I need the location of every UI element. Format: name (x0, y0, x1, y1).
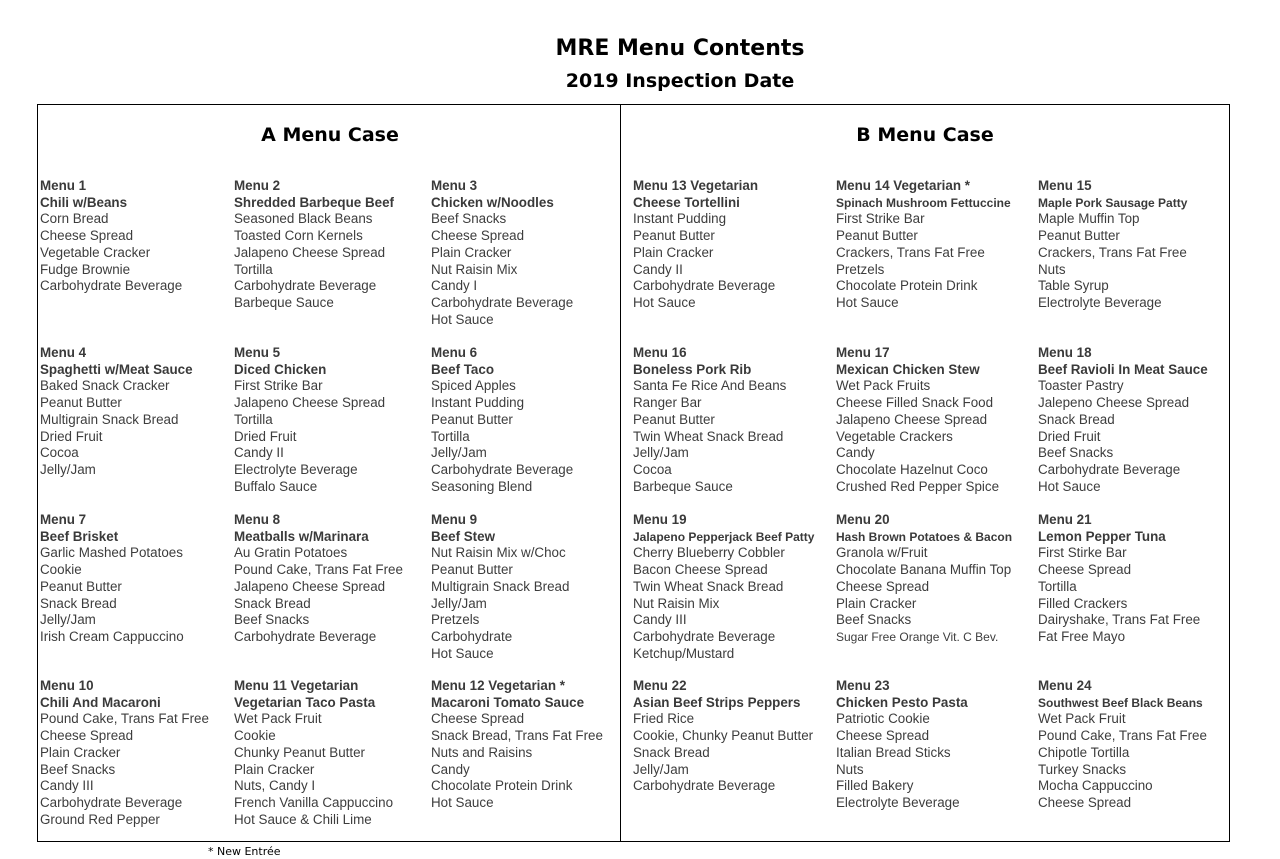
menu-item: Candy III (40, 778, 94, 794)
menu-number: Menu 16 (633, 345, 687, 360)
menu-item: Dairyshake, Trans Fat Free (1038, 612, 1201, 628)
menu-item: Candy III (633, 612, 687, 628)
menu-item: Table Syrup (1038, 278, 1109, 294)
menu-item: Pound Cake, Trans Fat Free (234, 562, 403, 578)
menu-number: Menu 23 (836, 678, 890, 693)
menu-number: Menu 12 Vegetarian * (431, 678, 565, 693)
menu-entree: Asian Beef Strips Peppers (633, 694, 801, 710)
menu-block (40, 678, 209, 828)
menu-item: Sugar Free Orange Vit. C Bev. (836, 629, 999, 644)
menu-item: Toaster Pastry (1038, 378, 1124, 394)
menu-item: Cookie (234, 728, 276, 744)
menu-entree: Beef Stew (431, 528, 495, 544)
menu-item: Filled Crackers (1038, 595, 1128, 611)
menu-item: Cookie (40, 562, 82, 578)
menu-item: Peanut Butter (40, 578, 122, 594)
menu-number: Menu 15 (1038, 178, 1092, 193)
menu-item: Dried Fruit (1038, 428, 1101, 444)
menu-block (431, 678, 603, 812)
menu-item: Hot Sauce (431, 645, 494, 661)
menu-item: Filled Bakery (836, 778, 914, 794)
menu-item: Wet Pack Fruit (1038, 711, 1126, 727)
menu-entree: Beef Brisket (40, 528, 119, 544)
menu-item: Dried Fruit (40, 428, 103, 444)
menu-item: Nuts, Candy I (234, 778, 316, 794)
menu-entree: Southwest Beef Black Beans (1038, 695, 1203, 710)
menu-item: Snack Bread (1038, 411, 1115, 427)
menu-block (1038, 178, 1187, 312)
menu-item: Bacon Cheese Spread (633, 562, 768, 578)
menu-item: Plain Cracker (836, 595, 917, 611)
menu-item: First Strike Bar (234, 378, 323, 394)
menu-entree: Vegetarian Taco Pasta (234, 694, 376, 710)
menu-item: Carbohydrate Beverage (431, 294, 574, 310)
menu-item: Jelly/Jam (633, 761, 689, 777)
menu-item: Chocolate Protein Drink (431, 778, 573, 794)
menu-item: Pretzels (431, 612, 480, 628)
menu-item: Turkey Snacks (1038, 761, 1127, 777)
menu-item: Plain Cracker (234, 761, 315, 777)
menu-item: Chocolate Banana Muffin Top (836, 562, 1012, 578)
menu-item: Cheese Spread (40, 228, 134, 244)
menu-item: Mocha Cappuccino (1038, 778, 1153, 794)
menu-block (431, 178, 573, 328)
menu-item: Spiced Apples (431, 378, 516, 394)
menu-item: Nut Raisin Mix w/Choc (431, 545, 566, 561)
menu-item: Barbeque Sauce (234, 294, 334, 310)
menu-item: Granola w/Fruit (836, 545, 928, 561)
menu-item: Twin Wheat Snack Bread (633, 578, 784, 594)
menu-entree: Beef Taco (431, 361, 495, 377)
menu-item: Hot Sauce (1038, 478, 1101, 494)
menu-number: Menu 1 (40, 178, 87, 193)
menu-item: Carbohydrate Beverage (633, 778, 776, 794)
menu-item: Baked Snack Cracker (40, 378, 170, 394)
menu-item: Cheese Spread (1038, 794, 1132, 810)
menu-item: First Stirke Bar (1038, 545, 1127, 561)
menu-item: Peanut Butter (1038, 228, 1120, 244)
menu-item: Nuts (1038, 261, 1066, 277)
menu-block (40, 512, 184, 646)
menu-entree: Mexican Chicken Stew (836, 361, 980, 377)
case-title-b: B Menu Case (856, 124, 994, 146)
menu-entree: Chicken w/Noodles (431, 194, 554, 210)
menu-item: Au Gratin Potatoes (234, 545, 348, 561)
menu-item: Instant Pudding (633, 211, 727, 227)
menu-item: Peanut Butter (633, 411, 715, 427)
menu-item: Ketchup/Mustard (633, 645, 735, 661)
menu-item: Fried Rice (633, 711, 695, 727)
menu-number: Menu 6 (431, 345, 478, 360)
menu-item: Carbohydrate Beverage (40, 794, 183, 810)
menu-item: Peanut Butter (633, 228, 715, 244)
menu-item: Peanut Butter (431, 411, 513, 427)
menu-item: Plain Cracker (431, 244, 512, 260)
menu-item: Cheese Filled Snack Food (836, 395, 994, 411)
menu-item: Carbohydrate Beverage (431, 461, 574, 477)
menu-number: Menu 5 (234, 345, 281, 360)
menu-item: Snack Bread (633, 744, 710, 760)
menu-item: Cocoa (633, 461, 672, 477)
menu-number: Menu 24 (1038, 678, 1092, 693)
menu-entree: Jalapeno Pepperjack Beef Patty (633, 529, 815, 544)
menu-item: Nuts (836, 761, 864, 777)
menu-item: Wet Pack Fruit (234, 711, 322, 727)
menu-block (234, 512, 403, 646)
menu-entree: Hash Brown Potatoes & Bacon (836, 529, 1013, 544)
menu-item: Cheese Spread (40, 728, 134, 744)
menu-item: Beef Snacks (1038, 445, 1114, 461)
menu-entree: Lemon Pepper Tuna (1038, 528, 1166, 544)
menu-number: Menu 3 (431, 178, 478, 193)
menu-entree: Cheese Tortellini (633, 194, 740, 210)
menu-item: Carbohydrate Beverage (234, 628, 377, 644)
menu-number: Menu 4 (40, 345, 87, 360)
menu-item: Cherry Blueberry Cobbler (633, 545, 785, 561)
menu-item: Cheese Spread (431, 711, 525, 727)
menu-number: Menu 11 Vegetarian (234, 678, 359, 693)
menu-item: Nut Raisin Mix (633, 595, 720, 611)
menu-number: Menu 14 Vegetarian * (836, 178, 970, 193)
menu-item: Electrolyte Beverage (234, 461, 358, 477)
menu-item: Cocoa (40, 445, 79, 461)
menu-block (234, 178, 394, 312)
menu-item: Peanut Butter (836, 228, 918, 244)
menu-block (633, 178, 775, 312)
menu-item: Jelly/Jam (633, 445, 689, 461)
menu-block (1038, 512, 1200, 646)
menu-item: Jalapeno Cheese Spread (234, 395, 386, 411)
menu-entree: Diced Chicken (234, 361, 327, 377)
menu-entree: Macaroni Tomato Sauce (431, 694, 585, 710)
menu-item: Plain Cracker (633, 244, 714, 260)
menu-item: Jelly/Jam (431, 595, 487, 611)
menu-item: Peanut Butter (40, 395, 122, 411)
menu-item: Fat Free Mayo (1038, 628, 1126, 644)
menu-entree: Maple Pork Sausage Patty (1038, 195, 1188, 210)
menu-item: Hot Sauce (836, 294, 899, 310)
menu-block (633, 512, 814, 662)
menu-block (836, 345, 999, 495)
menu-item: Corn Bread (40, 211, 109, 227)
menu-number: Menu 9 (431, 512, 478, 527)
menu-item: Twin Wheat Snack Bread (633, 428, 784, 444)
menu-item: Cheese Spread (836, 728, 930, 744)
menu-item: Santa Fe Rice And Beans (633, 378, 787, 394)
menu-item: Jalapeno Cheese Spread (234, 244, 386, 260)
menu-item: Toasted Corn Kernels (234, 228, 363, 244)
menu-item: Candy (431, 761, 470, 777)
menu-item: Candy (836, 445, 875, 461)
menu-block (431, 512, 569, 662)
menu-item: Carbohydrate Beverage (1038, 461, 1181, 477)
menu-item: Cookie, Chunky Peanut Butter (633, 728, 814, 744)
menu-item: Beef Snacks (836, 612, 912, 628)
menu-item: Cheese Spread (836, 578, 930, 594)
menu-item: Multigrain Snack Bread (431, 578, 570, 594)
menu-item: Pound Cake, Trans Fat Free (1038, 728, 1207, 744)
menu-item: Cheese Spread (431, 228, 525, 244)
menu-item: Tortilla (1038, 578, 1077, 594)
menu-item: Jalapeno Cheese Spread (836, 411, 988, 427)
menu-number: Menu 7 (40, 512, 87, 527)
menu-item: Chocolate Protein Drink (836, 278, 978, 294)
menu-number: Menu 20 (836, 512, 890, 527)
menu-block (234, 345, 385, 495)
menu-block (40, 178, 182, 295)
menu-item: Multigrain Snack Bread (40, 411, 179, 427)
menu-item: Buffalo Sauce (234, 478, 318, 494)
menu-item: Ground Red Pepper (40, 811, 160, 827)
menu-item: Pound Cake, Trans Fat Free (40, 711, 209, 727)
menu-number: Menu 2 (234, 178, 281, 193)
menu-item: Garlic Mashed Potatoes (40, 545, 183, 561)
menu-item: Seasoned Black Beans (234, 211, 373, 227)
menu-item: Hot Sauce (633, 294, 696, 310)
menu-number: Menu 18 (1038, 345, 1092, 360)
menu-item: Candy I (431, 278, 478, 294)
page-subtitle: 2019 Inspection Date (565, 70, 795, 92)
menu-item: Patriotic Cookie (836, 711, 930, 727)
menu-item: Chunky Peanut Butter (234, 744, 366, 760)
menu-item: Maple Muffin Top (1038, 211, 1140, 227)
menu-item: Electrolyte Beverage (1038, 294, 1162, 310)
menu-block (633, 345, 786, 495)
menu-number: Menu 13 Vegetarian (633, 178, 759, 193)
menu-item: Fudge Brownie (40, 261, 131, 277)
menu-entree: Boneless Pork Rib (633, 361, 752, 377)
menu-item: French Vanilla Cappuccino (234, 794, 394, 810)
menu-number: Menu 10 (40, 678, 94, 693)
menu-block (431, 345, 573, 495)
menu-item: Jelly/Jam (40, 612, 96, 628)
menu-item: Snack Bread (234, 595, 311, 611)
menu-item: Plain Cracker (40, 744, 121, 760)
menu-item: Candy II (234, 445, 284, 461)
menu-item: Crushed Red Pepper Spice (836, 478, 1000, 494)
menu-item: Irish Cream Cappuccino (40, 628, 184, 644)
menu-item: Jelly/Jam (40, 461, 96, 477)
menu-item: Carbohydrate Beverage (633, 628, 776, 644)
menu-block (633, 678, 813, 795)
menu-block (234, 678, 393, 828)
menu-item: Candy II (633, 261, 683, 277)
menu-item: Hot Sauce (431, 311, 494, 327)
menu-entree: Spaghetti w/Meat Sauce (40, 361, 193, 377)
menu-item: Jalapeno Cheese Spread (234, 578, 386, 594)
footnote: * New Entrée (208, 845, 281, 858)
menu-item: Chocolate Hazelnut Coco (836, 461, 988, 477)
menu-item: First Strike Bar (836, 211, 925, 227)
menu-item: Snack Bread (40, 595, 117, 611)
menu-entree: Chili And Macaroni (40, 694, 161, 710)
menu-entree: Chicken Pesto Pasta (836, 694, 968, 710)
menu-item: Peanut Butter (431, 562, 513, 578)
case-divider (620, 104, 621, 842)
menu-number: Menu 17 (836, 345, 890, 360)
menu-block (40, 345, 193, 479)
menu-entree: Meatballs w/Marinara (234, 528, 369, 544)
menu-item: Wet Pack Fruits (836, 378, 931, 394)
menu-item: Electrolyte Beverage (836, 794, 960, 810)
menu-entree: Chili w/Beans (40, 194, 128, 210)
menu-item: Hot Sauce & Chili Lime (234, 811, 372, 827)
menu-item: Beef Snacks (234, 612, 310, 628)
menu-item: Jalepeno Cheese Spread (1038, 395, 1190, 411)
menu-item: Hot Sauce (431, 794, 494, 810)
menu-block (836, 512, 1012, 646)
menu-item: Ranger Bar (633, 395, 702, 411)
menu-item: Crackers, Trans Fat Free (1038, 244, 1187, 260)
menu-item: Beef Snacks (431, 211, 507, 227)
menu-entree: Spinach Mushroom Fettuccine (836, 195, 1011, 210)
page-title: MRE Menu Contents (555, 36, 805, 61)
menu-item: Nut Raisin Mix (431, 261, 518, 277)
menu-item: Cheese Spread (1038, 562, 1132, 578)
menu-item: Jelly/Jam (431, 445, 487, 461)
menu-number: Menu 8 (234, 512, 281, 527)
menu-item: Tortilla (234, 411, 273, 427)
menu-entree: Beef Ravioli In Meat Sauce (1038, 361, 1208, 377)
menu-item: Carbohydrate Beverage (633, 278, 776, 294)
menu-item: Pretzels (836, 261, 885, 277)
menu-block (836, 178, 1011, 312)
menu-item: Seasoning Blend (431, 478, 533, 494)
menu-item: Barbeque Sauce (633, 478, 733, 494)
menu-item: Tortilla (234, 261, 273, 277)
menu-item: Vegetable Cracker (40, 244, 151, 260)
menu-item: Chipotle Tortilla (1038, 744, 1130, 760)
menu-item: Tortilla (431, 428, 470, 444)
menu-number: Menu 22 (633, 678, 687, 693)
menu-item: Carbohydrate (431, 628, 513, 644)
menu-item: Instant Pudding (431, 395, 525, 411)
menu-block (836, 678, 968, 812)
menu-item: Snack Bread, Trans Fat Free (431, 728, 603, 744)
menu-number: Menu 19 (633, 512, 687, 527)
menu-block (1038, 345, 1208, 495)
case-title-a: A Menu Case (261, 124, 399, 146)
menu-item: Crackers, Trans Fat Free (836, 244, 985, 260)
menu-item: Vegetable Crackers (836, 428, 953, 444)
menu-block (1038, 678, 1207, 812)
menu-item: Nuts and Raisins (431, 744, 533, 760)
menu-entree: Shredded Barbeque Beef (234, 194, 394, 210)
menu-item: Beef Snacks (40, 761, 116, 777)
menu-item: Carbohydrate Beverage (40, 278, 183, 294)
menu-item: Dried Fruit (234, 428, 297, 444)
menu-item: Carbohydrate Beverage (234, 278, 377, 294)
menu-item: Italian Bread Sticks (836, 744, 951, 760)
menu-number: Menu 21 (1038, 512, 1092, 527)
